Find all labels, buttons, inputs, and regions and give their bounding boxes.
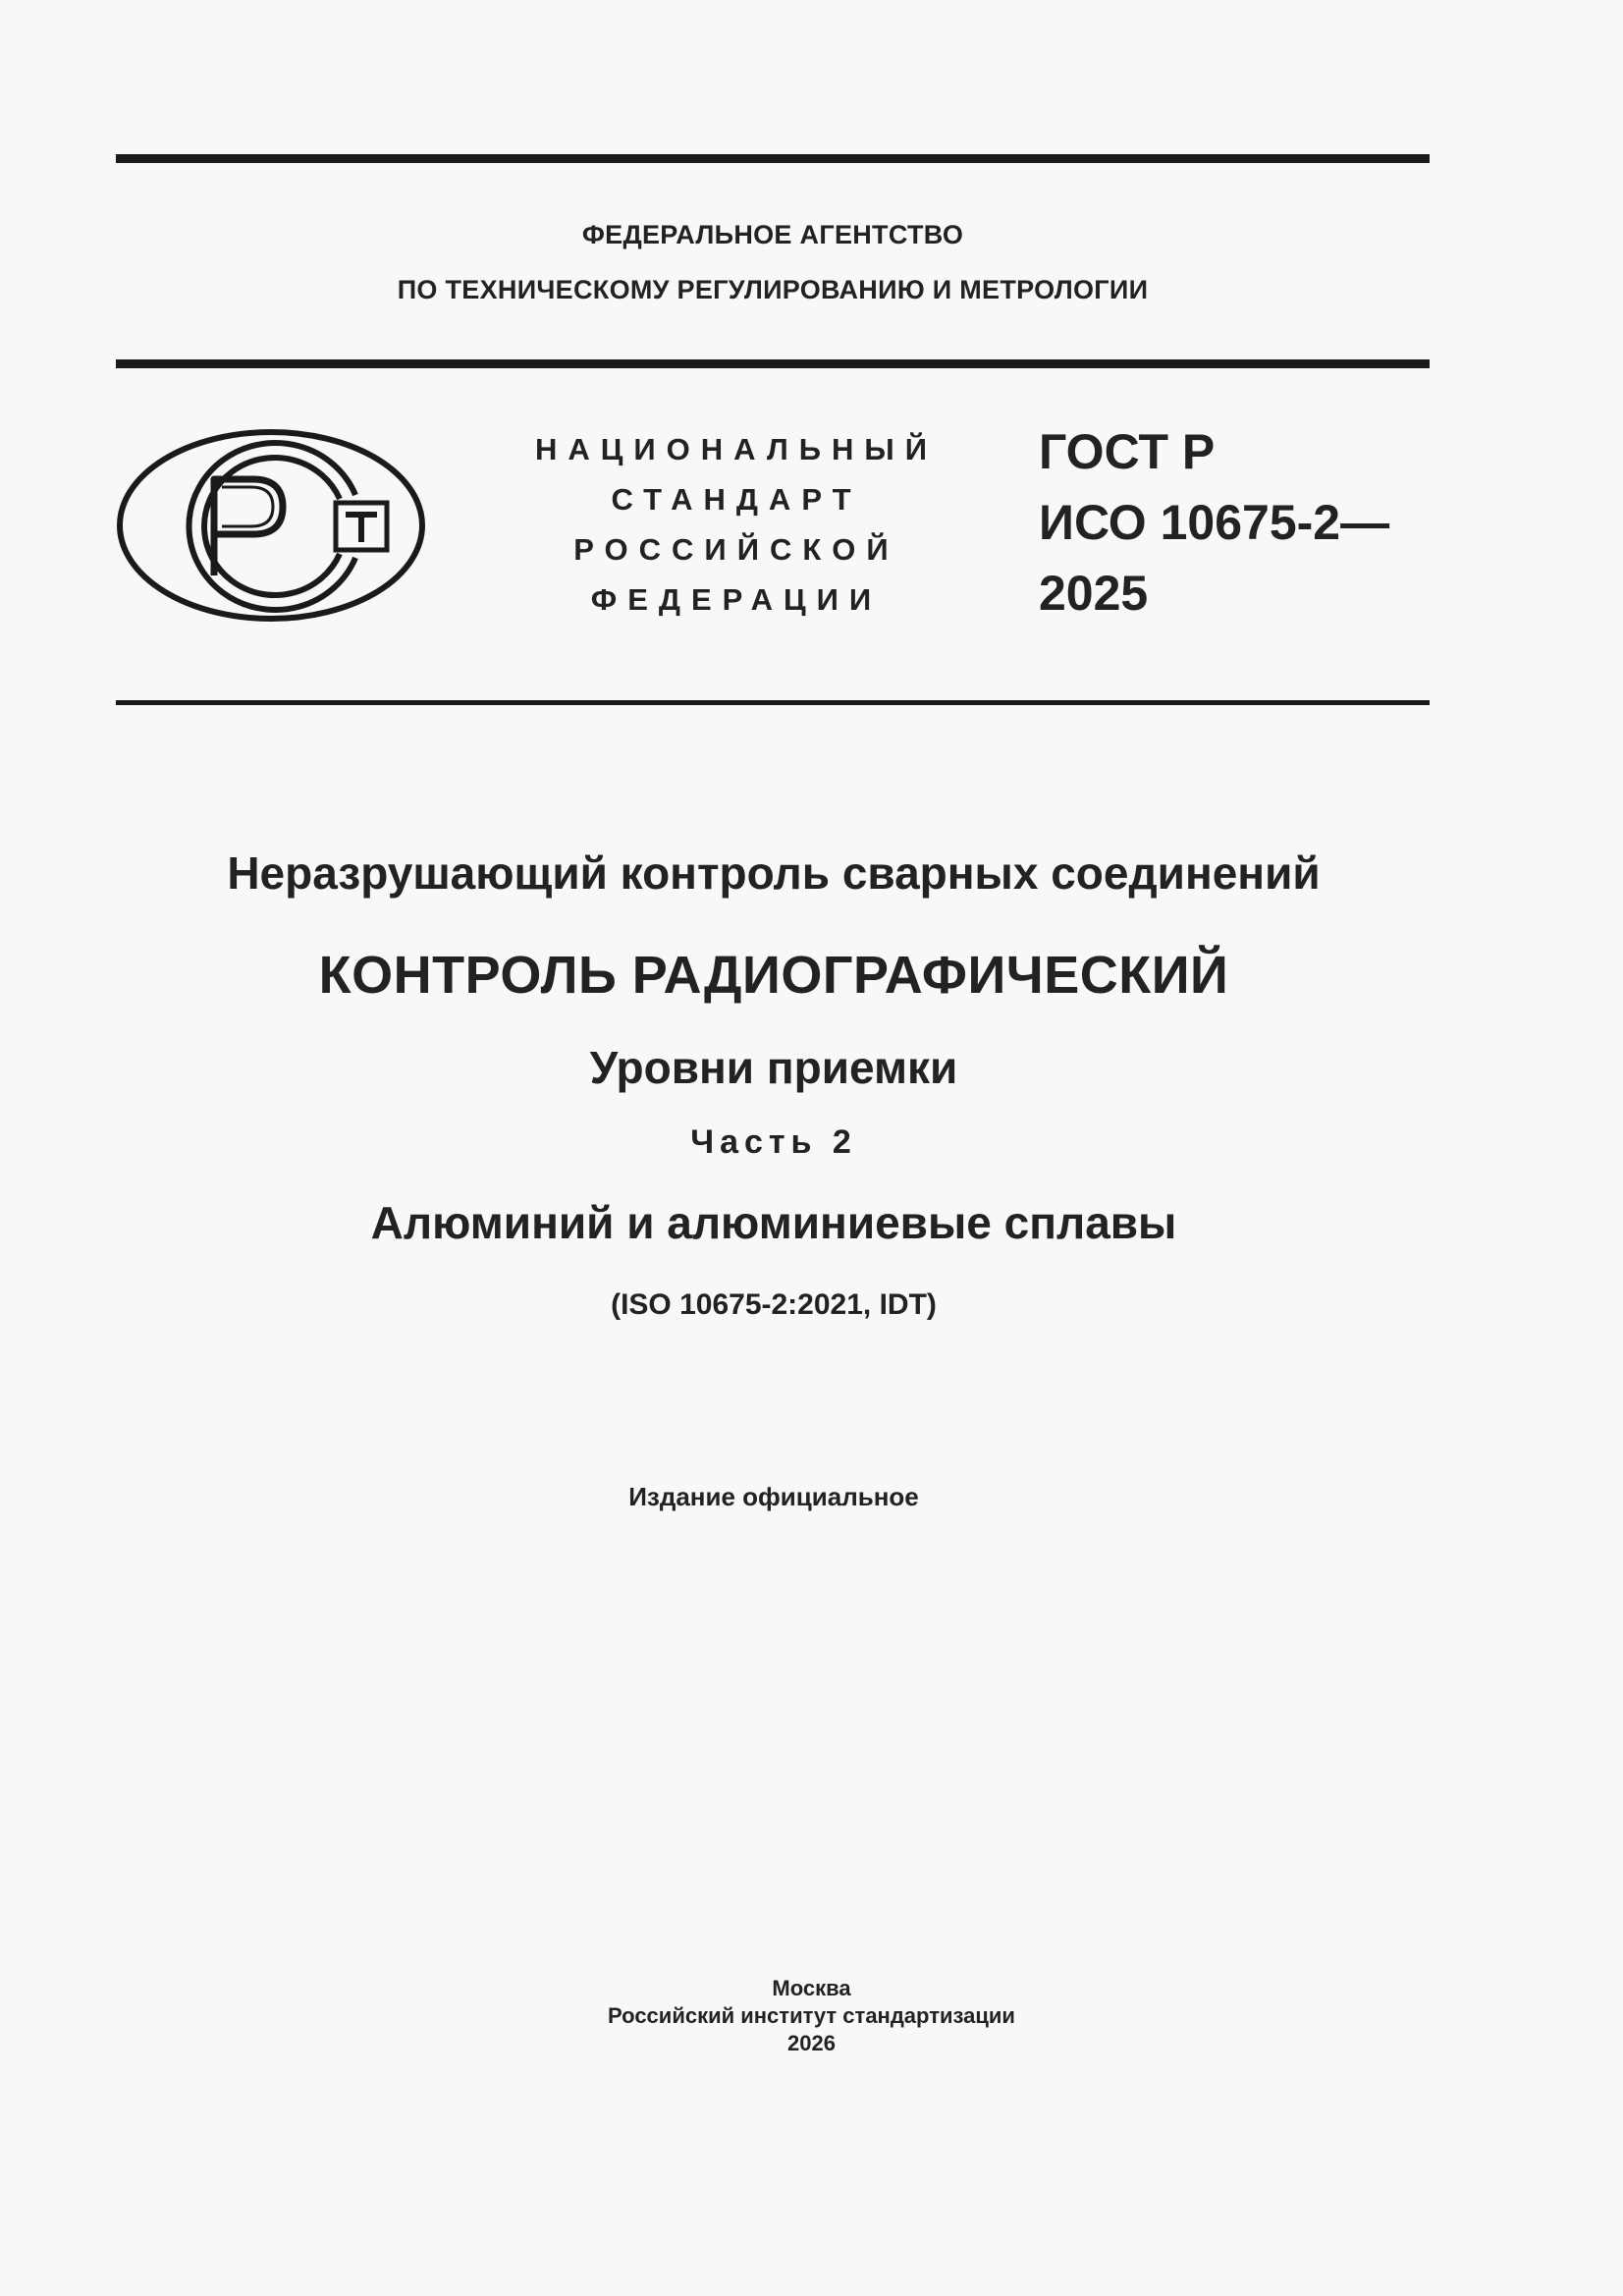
standard-type-line2: СТАНДАРТ [611,482,862,517]
part-title: Алюминий и алюминиевые сплавы [370,1197,1177,1248]
imprint-year: 2026 [787,2031,836,2055]
imprint-publisher: Российский институт стандартизации [608,2003,1015,2028]
designation-line3: 2025 [1039,566,1149,621]
designation-line1: ГОСТ Р [1039,424,1216,479]
standard-designation [1039,416,1389,629]
edition-label: Издание официальное [628,1482,919,1511]
header-rule [116,359,1430,368]
standard-type [511,424,962,625]
imprint-city: Москва [772,1976,851,2000]
subject-title: КОНТРОЛЬ РАДИОГРАФИЧЕСКИЙ [318,946,1229,1005]
agency-name-line1: ФЕДЕРАЛЬНОЕ АГЕНТСТВО [581,220,964,249]
part-number: Часть 2 [690,1123,857,1161]
rst-certification-mark-icon [116,428,426,623]
iso-reference: (ISO 10675-2:2021, IDT) [611,1288,937,1321]
standard-type-line3: РОССИЙСКОЙ [573,532,899,567]
main-title: Неразрушающий контроль сварных соединений [227,847,1321,899]
agency-name-line2: ПО ТЕХНИЧЕСКОМУ РЕГУЛИРОВАНИЮ И МЕТРОЛОГИИ [397,275,1149,304]
top-rule [116,154,1430,163]
designation-line2: ИСО 10675-2— [1039,495,1390,550]
standard-type-line1: НАЦИОНАЛЬНЫЙ [534,432,939,466]
standard-type-line4: ФЕДЕРАЦИИ [590,582,883,617]
title-rule [116,700,1430,705]
subtitle: Уровни приемки [589,1042,958,1093]
